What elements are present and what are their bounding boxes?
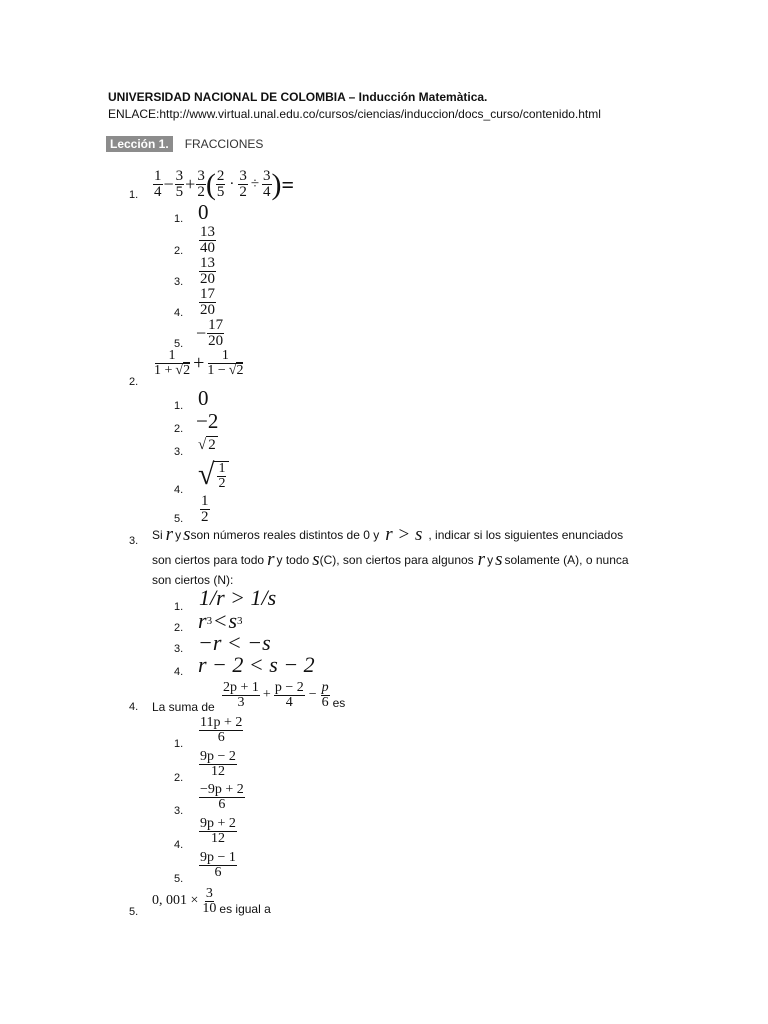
p2-option-5-label: 5.	[174, 513, 184, 525]
p3-option-3-value: −r < −s	[198, 630, 271, 655]
p4-option-4-fraction: $\frac{9p + 2}{12}$	[200, 816, 236, 846]
p3-option-3-label: 3.	[174, 643, 184, 655]
lesson-header	[106, 136, 263, 152]
problem-4-lead: La suma de	[152, 700, 215, 714]
p2-option-2-value: −2	[196, 409, 219, 433]
p2-option-3-value: √ 2	[198, 436, 216, 453]
document-title: UNIVERSIDAD NACIONAL DE COLOMBIA – Inducción Matemàtica.	[108, 90, 488, 104]
p4-option-5-fraction: $\frac{9p - 1}{6}$	[200, 850, 236, 880]
p1-option-3-label: 3.	[174, 276, 184, 288]
p2-option-1-value: 0	[198, 386, 209, 410]
p4-option-1-fraction: $\frac{11p + 2}{6}$	[200, 715, 243, 745]
p1-option-1-value: 0	[198, 200, 209, 224]
problem-1-number: 1.	[129, 189, 139, 201]
p3-option-2-value: r 3 < s 3	[198, 608, 243, 633]
p2-option-5-fraction: $\frac{1}{2}$	[201, 493, 209, 525]
problem-4-expression: $\frac{2p + 1}{3}$ + $\frac{p - 2}{4}$ − $\frac{p}{6}$ es	[223, 679, 346, 710]
p4-option-2-fraction: $\frac{9p - 2}{12}$	[200, 749, 236, 779]
lesson-badge: Lección 1.	[106, 136, 173, 152]
link-line	[108, 107, 601, 121]
p3-option-1-label: 1.	[174, 601, 184, 613]
p1-option-1-label: 1.	[174, 213, 184, 225]
p2-option-4-label: 4.	[174, 484, 184, 496]
problem-5-expression: 0, 001 × $\frac{3}{10}$ es igual a	[152, 885, 271, 916]
lesson-topic: FRACCIONES	[184, 137, 264, 151]
problem-3-number: 3.	[129, 535, 139, 547]
p1-option-4-fraction: $\frac{17}{20}$	[200, 286, 215, 318]
problem-3-line-2: son ciertos para todo r y todo s (C), son ciertos para algunos r y s solamente (A), o nunca	[152, 549, 629, 570]
problem-2-expression: $\frac{1}{1 + √2}$ + $\frac{1}{1 - √2}$	[154, 348, 244, 378]
problem-2-number: 2.	[129, 376, 139, 388]
p4-option-4-label: 4.	[174, 839, 184, 851]
p1-option-5-label: 5.	[174, 338, 184, 350]
p4-option-3-fraction: $\frac{-9p + 2}{6}$	[200, 782, 244, 812]
p2-option-1-label: 1.	[174, 400, 184, 412]
problem-4-number: 4.	[129, 701, 139, 713]
problem-5-number: 5.	[129, 906, 139, 918]
p2-option-2-label: 2.	[174, 423, 184, 435]
problem-1-expression: $\frac{1}{4}$ − $\frac{3}{5}$ + $\frac{3}{2}$ ( $\frac{2}{5}$ · $\frac{3}{2}$ ÷ $\frac{3}{4}$ ) =	[154, 167, 295, 201]
course-link[interactable]: http://www.virtual.unal.edu.co/cursos/ciencias/induccion/docs_curso/contenido.html	[159, 107, 601, 121]
p3-option-4-label: 4.	[174, 666, 184, 678]
p4-option-2-label: 2.	[174, 772, 184, 784]
p3-option-4-value: r − 2 < s − 2	[198, 652, 315, 677]
link-label: ENLACE:	[108, 107, 160, 121]
p3-option-1-value: 1/r > 1/s	[199, 585, 277, 610]
p1-option-4-label: 4.	[174, 307, 184, 319]
p2-option-3-label: 3.	[174, 446, 184, 458]
p1-option-3-fraction: $\frac{13}{20}$	[200, 255, 215, 287]
problem-3-line-1: Si r y s son números reales distintos de 0 y r > s , indicar si los siguientes enunciados	[152, 524, 624, 545]
problem-3-line-3: son ciertos (N):	[152, 573, 234, 587]
p2-option-4-value: √ $\frac{1}{2}$	[198, 459, 229, 491]
p1-option-5-value: − $\frac{17}{20}$	[196, 317, 224, 349]
p4-option-3-label: 3.	[174, 805, 184, 817]
p3-option-2-label: 2.	[174, 622, 184, 634]
p4-option-5-label: 5.	[174, 873, 184, 885]
p1-option-2-fraction: $\frac{13}{40}$	[200, 224, 215, 256]
p1-option-2-label: 2.	[174, 245, 184, 257]
p4-option-1-label: 1.	[174, 738, 184, 750]
